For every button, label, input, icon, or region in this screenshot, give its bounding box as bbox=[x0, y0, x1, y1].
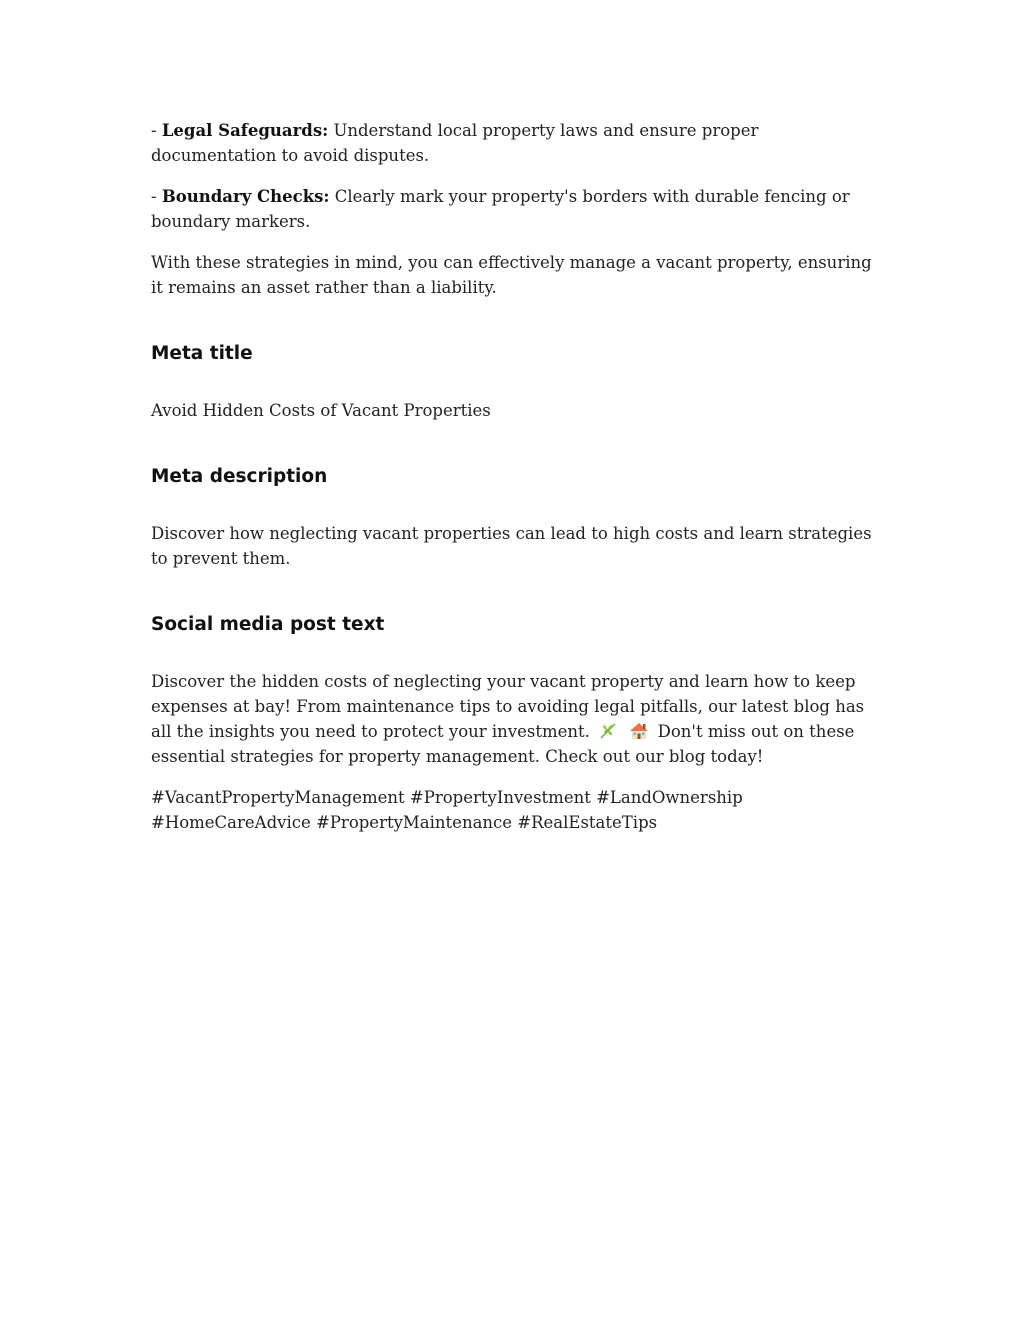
closing-paragraph: With these strategies in mind, you can effectively manage a vacant property, ensuring it remains an asset rather than a liability. bbox=[151, 253, 872, 297]
meta-description-text: Discover how neglecting vacant properties can lead to high costs and learn strategies to prevent them. bbox=[151, 524, 872, 568]
legal-safeguards-label: Legal Safeguards: bbox=[161, 121, 329, 140]
meta-title-text: Avoid Hidden Costs of Vacant Properties bbox=[151, 401, 491, 420]
social-post-text bbox=[151, 669, 873, 769]
legal-safeguards-text: Understand local property laws and ensure proper documentation to avoid disputes. bbox=[151, 121, 759, 165]
social-post-heading: Social media post text bbox=[151, 614, 385, 635]
meta-description-heading: Meta description bbox=[151, 466, 328, 487]
meta-title-heading: Meta title bbox=[151, 343, 253, 364]
house-icon bbox=[628, 722, 650, 740]
legal-safeguards-paragraph: - Legal Safeguards: Understand local property laws and ensure proper documentation to avoid disputes. bbox=[151, 121, 759, 165]
social-post-text-start: Discover the hidden costs of neglecting your vacant property and learn how to keep expenses at bay! From maintenance tips to avoiding legal pitfalls, our latest blog has all the insights you need to protect your investment. bbox=[151, 672, 865, 741]
social-post-text-end: Don't miss out on these essential strategies for property management. Check out our blog today! bbox=[151, 722, 855, 766]
boundary-checks-text: Clearly mark your property's borders with durable fencing or boundary markers. bbox=[151, 187, 850, 231]
hashtags: #VacantPropertyManagement #PropertyInvestment #LandOwnership #HomeCareAdvice #PropertyMaintenance #RealEstateTips bbox=[151, 788, 743, 832]
herb-icon bbox=[597, 722, 619, 740]
document-page bbox=[151, 118, 873, 851]
boundary-checks-paragraph: - Boundary Checks: Clearly mark your property's borders with durable fencing or boundary markers. bbox=[151, 187, 850, 231]
boundary-checks-label: Boundary Checks: bbox=[161, 187, 330, 206]
